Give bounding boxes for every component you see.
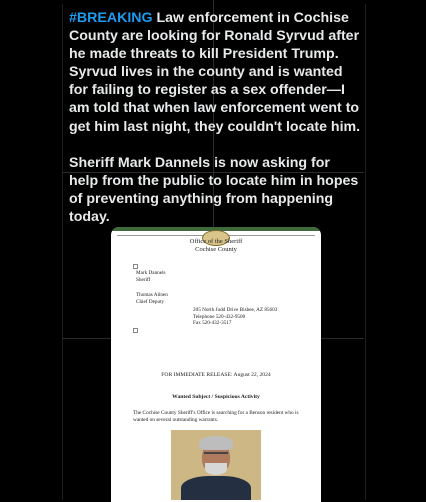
photo-hair xyxy=(199,436,233,450)
doc-telephone: Telephone 520-432-9500 xyxy=(193,313,246,320)
post-text xyxy=(69,9,361,244)
photo-beard xyxy=(205,463,227,475)
doc-sheriff-name: Mark Dannels xyxy=(136,270,166,276)
post-paragraph-2: Sheriff Mark Dannels is now asking for help from the public to locate him in hopes of preventing anything from happening today. xyxy=(69,154,359,225)
suspect-photo xyxy=(171,430,261,500)
doc-deputy-block xyxy=(136,292,168,305)
doc-sheriff-block xyxy=(136,270,166,283)
doc-release-date: FOR IMMEDIATE RELEASE: August 22, 2024 xyxy=(161,372,271,378)
photo-shirt xyxy=(181,476,251,500)
doc-contact-block xyxy=(193,307,277,327)
doc-checkbox-icon xyxy=(133,264,138,269)
doc-office-title: Office of the Sheriff xyxy=(189,238,243,245)
doc-county-title: Cochise County xyxy=(195,246,237,253)
doc-fax: Fax 520-432-3517 xyxy=(193,320,232,327)
doc-checkbox-icon xyxy=(133,328,138,333)
post-paragraph-1-text: Law enforcement in Cochise County are looking for Ronald Syrvud after he made threats to kill President Trump. Syrvud lives in the county and is wanted for failing to register as a sex offender—I am told that when law enforcement went to get him last night, they couldn't locate him. xyxy=(69,10,361,135)
doc-deputy-title: Chief Deputy xyxy=(136,298,165,305)
doc-subject: Wanted Subject / Suspicious Activity xyxy=(172,394,260,400)
doc-body: The Cochise County Sheriff's Office is searching for a Benson resident who is wanted on several outstanding warrants. xyxy=(133,410,299,423)
hashtag-link[interactable]: #BREAKING xyxy=(69,10,153,26)
photo-glasses xyxy=(204,452,228,459)
doc-deputy-name: Thomas Alinen xyxy=(136,292,168,298)
post-paragraph-1 xyxy=(69,9,361,136)
doc-address: 205 North Judd Drive Bisbee, AZ 85603 xyxy=(193,307,278,313)
doc-sheriff-title: Sheriff xyxy=(136,276,151,283)
